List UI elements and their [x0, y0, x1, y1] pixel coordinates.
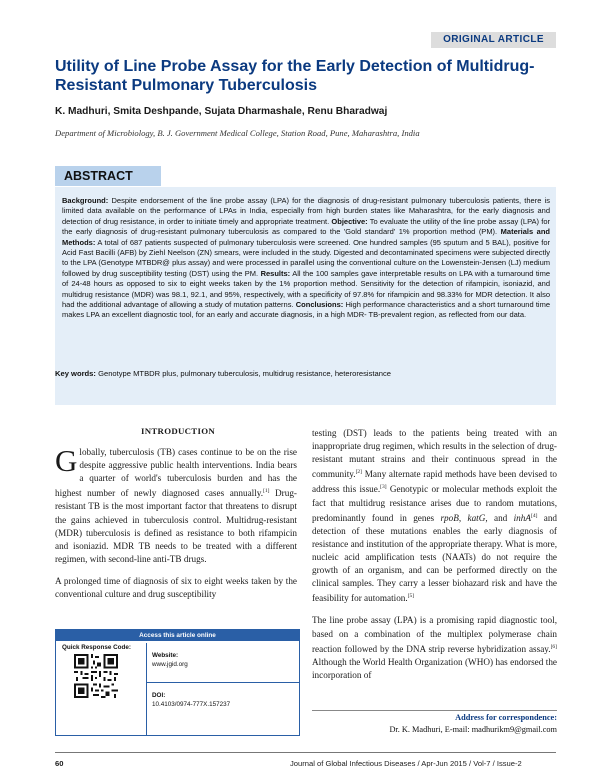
correspondence-text: Dr. K. Madhuri, E-mail: madhurikm9@gmail.com: [389, 725, 557, 734]
citation-ref[interactable]: [4]: [530, 512, 538, 519]
author-list: K. Madhuri, Smita Deshpande, Sujata Dharmashale, Renu Bharadwaj: [55, 106, 388, 117]
abstract-results-label: Results:: [260, 268, 291, 278]
intro-p3-text-b: Many alternate rapid methods have been devised to address this issue.: [312, 469, 557, 495]
abstract-background-label: Background:: [62, 196, 109, 205]
intro-p3-text-c: Genotypic or molecular methods exploit the fact that multidrug resistance arises due to random mutations, predominantly found in genes: [312, 484, 558, 523]
page-number: 60: [55, 759, 64, 768]
access-divider-horizontal: [146, 682, 299, 683]
abstract-background: Despite endorsement of the line probe assay (LPA) for the diagnosis of drug-resistant pulmonary tuberculosis patients, there is limited data available on the performance of LPAs in India, especially from high burden states like Maharashtra, for the early diagnosis and detection of drug resistance, in order to initiate timely and appropriate treatment.: [62, 196, 550, 226]
access-online-box: [55, 629, 300, 736]
citation-ref[interactable]: [6]: [550, 643, 557, 650]
left-column: [55, 443, 297, 610]
website-link[interactable]: www.jgid.org: [152, 661, 188, 668]
keywords-label: Key words:: [55, 369, 96, 378]
intro-p1-text-b: Drug-resistant TB is the most important factor that threatens to disrupt the gains achieved in tuberculosis control. Multidrug-resistant (MDR) tuberculosis is defined as resistance to both rifampicin and isoniazid. MDR TB needs to be treated with a different regimen, with second-line anti-TB drugs.: [55, 488, 297, 564]
affiliation: Department of Microbiology, B. J. Government Medical College, Station Road, Pune, Maharashtra, India: [55, 128, 420, 138]
abstract-objective-label: Objective:: [331, 216, 368, 226]
intro-p4-text-a: The line probe assay (LPA) is a promising rapid diagnostic tool, based on a combination of the multiplex polymerase chain reaction followed by the DNA strip reverse hybridization assay.: [312, 615, 557, 654]
abstract-text: [62, 196, 550, 321]
gene-name: inhA: [513, 512, 531, 523]
conjunction: , and: [485, 512, 514, 523]
access-online-heading: Access this article online: [56, 630, 299, 641]
citation-ref[interactable]: [3]: [380, 484, 387, 491]
access-divider-vertical: [146, 643, 147, 735]
right-column: [312, 427, 557, 691]
intro-paragraph-1: [55, 443, 297, 566]
intro-paragraph-4: [312, 614, 557, 682]
citation-ref[interactable]: [1]: [263, 488, 270, 495]
qr-code-image[interactable]: [74, 654, 118, 698]
drop-cap: G: [55, 443, 78, 478]
qr-code-label: Quick Response Code:: [62, 644, 131, 651]
abstract-conclusions-label: Conclusions:: [295, 300, 344, 310]
abstract-methods-label: Materials and Methods:: [62, 227, 550, 247]
intro-paragraph-2: A prolonged time of diagnosis of six to eight weeks taken by the conventional culture and drug susceptibility: [55, 575, 297, 599]
keywords: [55, 369, 550, 378]
footer-rule: [55, 752, 556, 753]
intro-p4-text-b: Although the World Health Organization (WHO) has endorsed the incorporation of: [312, 656, 557, 680]
abstract-objective: To evaluate the utility of the line probe assay (LPA) for the early diagnosis of drug-resistant pulmonary tuberculosis as compared to the 'Gold standard' 1% proportion method (PM).: [62, 216, 550, 237]
abstract-conclusions: High performance characteristics and a short turnaround time makes LPA an excellent diagnostic tool, for an early and accurate diagnosis, in a high MDR- TB-prevalent region, as reflected from our data.: [62, 300, 550, 320]
website-label: Website:: [152, 652, 179, 659]
gene-name: katG: [467, 512, 486, 523]
doi-value[interactable]: 10.4103/0974-777X.157237: [152, 701, 231, 708]
article-title: Utility of Line Probe Assay for the Early Detection of Multidrug-Resistant Pulmonary Tuberculosis: [55, 58, 535, 94]
abstract-results: All the 100 samples gave interpretable results on LPA with a turnaround time of 24-48 hours as opposed to six to eight weeks taken by the 1% proportion method. Sensitivity for the detection of rifampicin, isoniazid, and multidrug resistance (MDR) was 98.1, 92.1, and 95%, respectively, with a specificity of 97.8% for rifampicin and 98.33% for MDR detection. It also had the additional advantage of allowing a study of mutation patterns.: [62, 268, 551, 310]
intro-p1-text-a: lobally, tuberculosis (TB) cases continue to be on the rise despite aggressive public health interventions. India bears a quarter of world's tuberculosis burden and has the highest number of newly diagnosed cases annually.: [55, 447, 297, 499]
doi-label: DOI:: [152, 692, 166, 699]
article-type-badge: ORIGINAL ARTICLE: [431, 32, 556, 48]
intro-p3-text-d: and detection of these mutations enables the early diagnosis of resistance and institution of the appropriate therapy. What is more, nucleic acid amplification tests (NAATs) do not require the growth of an organism, and can be performed directly on the clinical samples. They carry a lesser biohazard risk and have the feasibility for automation.: [312, 512, 558, 604]
correspondence-rule: [312, 710, 557, 711]
abstract-heading: ABSTRACT: [55, 166, 161, 186]
gene-name: rpoB: [440, 512, 459, 523]
correspondence-heading: Address for correspondence:: [455, 713, 557, 722]
keywords-text: Genotype MTBDR plus, pulmonary tuberculosis, multidrug resistance, heteroresistance: [98, 369, 391, 378]
intro-paragraph-3: testing (DST) leads to the patients being treated with an inappropriate drug regimen, which results in the selection of drug-resistant mutant strains and their continuous spread in the community.[2] Many alternate rapid methods have been devised to address this issue.[3] Genotypic or molecular methods exploit the fact that multidrug resistance arises due to random mutations, predominantly found in genes rpoB, katG, and inhA[4] and detection of these mutations enables the early diagnosis of resistance and institution of the appropriate therapy. What is more, nucleic acid amplification tests (NAATs) do not require the growth of an organism, and can be performed directly on the clinical samples. They carry a lesser biohazard risk and have the feasibility for automation.[5]: [312, 428, 558, 604]
journal-citation: Journal of Global Infectious Diseases / Apr-Jun 2015 / Vol-7 / Issue-2: [290, 759, 522, 768]
citation-ref[interactable]: [5]: [407, 593, 415, 600]
intro-p3-text-a: testing (DST) leads to the patients being treated with an inappropriate drug regimen, which results in the selection of drug-resistant mutant strains and their continuous spread in the community.: [312, 428, 557, 480]
abstract-methods: A total of 687 patients suspected of pulmonary tuberculosis were screened. One hundred samples (95 sputum and 5 BAL), positive for Acid Fast Bacilli (AFB) by Ziehl Neelson (ZN) smears, were included in the study. Digested and decontaminated specimens were subjected directly to the LPA (Genotype MTBDR@ plus assay) and were processed in parallel using the conventional culture on the Lowenstein-Jensen (LJ) medium followed by drug susceptibility testing (DST) using the PM.: [62, 237, 550, 278]
citation-ref[interactable]: [2]: [355, 469, 362, 476]
introduction-heading: INTRODUCTION: [141, 426, 215, 436]
